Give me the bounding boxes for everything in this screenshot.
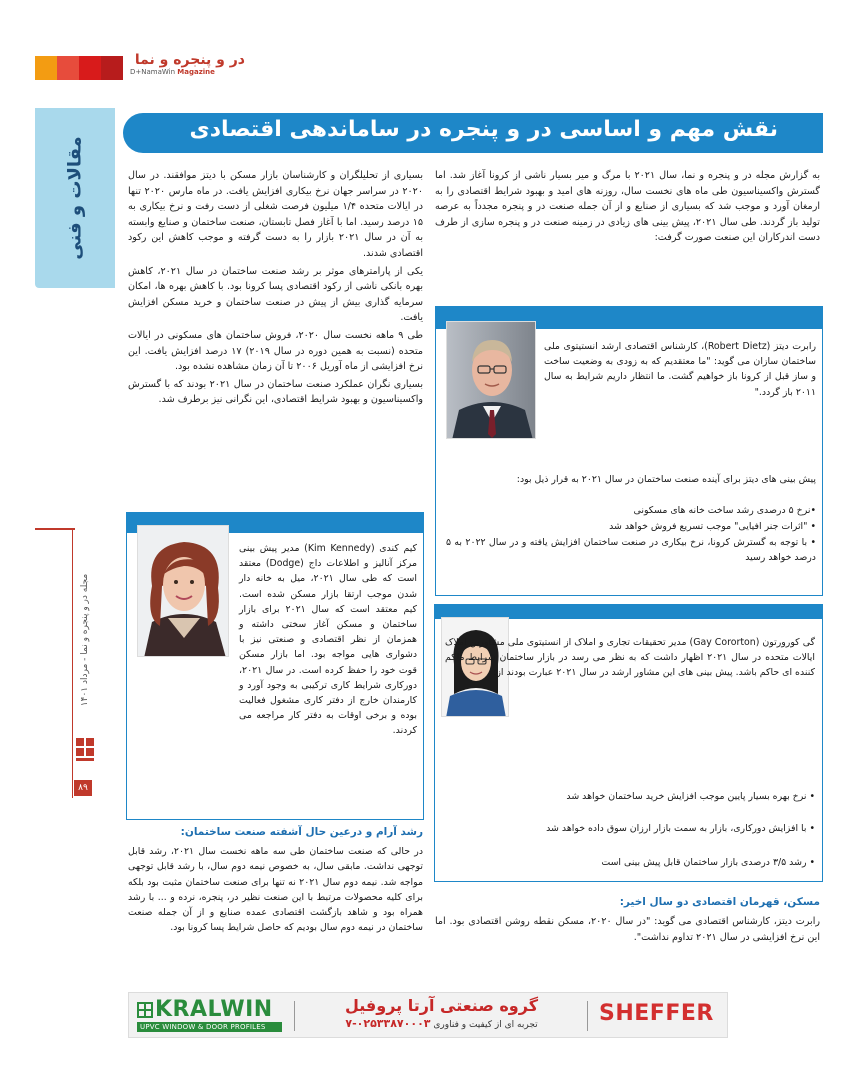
section-label: مقالات و فنی [64,136,86,260]
sheffer-logo: SHEFFER [599,1001,714,1026]
dietz-quote: رابرت دیتز (Robert Dietz)، کارشناس اقتصادی ارشد انستیتوی ملی ساختمان سازان می گوید: "ما معتقدیم که به زودی به وضعیت ساخت و ساز قبل از کرونا باز خواهیم گشت. ما انتظار داریم شرایط به سال ۲۰۱۱ باز گردد." [544,341,816,398]
margin-issue-label: مجله در و پنجره و نما - مرداد ۱۴۰۱ [80,573,90,707]
dietz-bullet: • "اثرات جنر افیایی" موجب تسریع فروش خواهد شد [609,521,816,532]
header-color-strip [35,56,123,80]
footer-advertisement[interactable] [128,992,728,1038]
intro-paragraph: به گزارش مجله در و پنجره و نما، سال ۲۰۲۱ با مرگ و میر بسیار ناشی از کرونا آغاز شد. اما گسترش واکسیناسیون طی ماه های نخست سال، روزنه های امید و بهبود شرایط اقتصادی را به ارمغان آورد و موجب شد که بسیاری از صنایع و از آن جمله صنعت در و پنجره مجدداً به عرصه تولید باز گردند. طی سال ۲۰۲۱، پیش بینی های زیادی در زمینه صنعت در و پنجره سازی از طرف دست اندرکاران این صنعت صورت گرفت: [435,170,820,244]
kennedy-quote-box [126,512,424,820]
arta-phone: ۰۲۵۳۳۸۷۰۰۰۳-۷ [345,1017,431,1030]
arta-profile-ad [304,995,579,1037]
section-heading: مسکن، قهرمان اقتصادی دو سال اخیر: [619,896,820,908]
magazine-logo-fa: در و پنجره و نما [134,52,245,68]
arta-tagline-row [304,1017,579,1030]
arta-tagline: تجربه ای از کیفیت و فناوری [433,1020,538,1030]
article-title: نقش مهم و اساسی در و پنجره در ساماندهی اقتصادی [189,117,778,142]
margin-divider [35,528,75,530]
dietz-forecast-intro: پیش بینی های دیتز برای آینده صنعت ساختمان در سال ۲۰۲۱ به قرار ذیل بود: [516,474,816,485]
cororton-quote-box [434,604,823,882]
kennedy-photo [137,525,229,657]
kralwin-subtitle: UPVC WINDOW & DOOR PROFILES [137,1022,282,1032]
section-body: رابرت دیتز، کارشناس اقتصادی می گوید: "در سال ۲۰۲۰، مسکن نقطه روشن اقتصادی بود. اما این نرخ افزایشی در سال ۲۰۲۱ تداوم نداشت". [435,916,820,943]
paragraph: بسیاری نگران عملکرد صنعت ساختمان در سال ۲۰۲۱ بودند که با گسترش واکسیناسیون و بهبود شرایط اقتصادی، این نگرانی نیز برطرف شد. [128,378,423,406]
page-number: ۸۹ [74,780,92,796]
paragraph: طی ۹ ماهه نخست سال ۲۰۲۰، فروش ساختمان های مسکونی در ایالات متحده (نسبت به همین دوره در سال ۲۰۱۹) ۱۷ درصد افزایش یافت. این نرخ افزایشی از ماه آوریل ۲۰۰۶ تا آن زمان مشاهده نشده بود. [128,329,423,373]
title-banner [123,113,823,153]
margin-vertical-line [72,528,73,798]
arta-group-name: گروه صنعتی آرتا پروفیل [344,996,538,1015]
dietz-quote-box [435,306,823,596]
cororton-bullet: • رشد ۳/۵ درصدی بازار ساختمان قابل پیش بینی است [601,857,815,868]
kralwin-logo [137,998,282,1034]
kralwin-window-icon [137,1002,153,1018]
cororton-text: گی کورورتون (Gay Cororton) مدیر تحقیقات تجاری و املاک از انستیتوی ملی مشاورین املاک ایالات متحده در سال ۲۰۲۱ اظهار داشت که به نظر می رسد در بازار ساختمان شرایط ملکم کننده ای حاکم باشد. پیش بینی های این مشاور ارشد در سال ۲۰۲۱ عبارت بودند از: [445,637,815,679]
section-body: در حالی که صنعت ساختمان طی سه ماهه نخست سال ۲۰۲۱، رشد قابل توجهی نداشت. مابقی سال، به خصوص نیمه دوم سال، با رشد قابل توجهی مواجه شد. نیمه دوم سال ۲۰۲۱ نه تنها برای صنعت ساختمان مثبت بود بلکه برای کلیه محصولات مرتبط با این صنعت نظیر در، پنجره، نرده و ... با رشد همراه بود و شاهد بازگشت اقتصادی عمده صنایع و از آن جمله صنعت ساختمان در نیمه دوم سال بودیم که حاصل شرایط پسا کرونا بود. [128,846,423,934]
section-side-tab [35,108,115,288]
magazine-logo [130,52,245,82]
dietz-bullet: • با توجه به گسترش کرونا، نرخ بیکاری در صنعت ساختمان افزایش یافته و در سال ۲۰۲۲ به ۵ درصد خواهد رسید [446,537,816,564]
dietz-bullet: •نرخ ۵ درصدی رشد ساخت خانه های مسکونی [633,505,816,516]
ad-divider [294,1001,295,1031]
ad-divider [587,1001,588,1031]
dietz-photo [446,321,536,439]
kralwin-brand: KRALWIN [155,997,273,1022]
paragraph: بسیاری از تحلیلگران و کارشناسان بازار مسکن با دیتز موافقند. در سال ۲۰۲۰ در سراسر جهان نرخ بیکاری افزایش یافت. در ماه مارس ۲۰۲۰ تنها در ایالات متحده ۱/۴ میلیون فرصت شغلی از دست رفت و نرخ بیکاری به ۱۵ درصد رسید. اما با آغاز فصل تابستان، صنعت ساختمان و صنایع وابسته به آن در سال ۲۰۲۱ بازار را به دست گرفته و موجب کاهش این رکود اقتصادی شدند. [128,170,424,259]
magazine-logo-en: D+NamaWin Magazine [130,68,215,76]
cororton-bullet: • با افزایش دورکاری، بازار به سمت بازار ارزان سوق داده خواهد شد [546,823,815,834]
cororton-bullet: • نرخ بهره بسیار پایین موجب افزایش خرید ساختمان خواهد شد [566,791,815,802]
left-column [128,168,423,408]
section-heading: رشد آرام و درعین حال آشفته صنعت ساختمان: [180,826,423,838]
paragraph: یکی از پارامترهای موثر بر رشد صنعت ساختمان در سال ۲۰۲۱، کاهش بهره بانکی ناشی از رکود اقتصادی پسا کرونا بود. با کاهش بهره ها، امکان سرمایه گذاری بیش از پیش در صنعت ساختمان و خرید مسکن افزایش یافت. [128,265,423,324]
window-icon [76,738,96,764]
kennedy-text: کیم کندی (Kim Kennedy) مدیر پیش بینی مرکز آنالیز و اطلاعات داج (Dodge) معتقد است که طی سال ۲۰۲۱، میل به خانه دار شدن موجب ارتقا بازار مسکن شده است. کیم معتقد است که سال ۲۰۲۱ برای بازار ساختمان و مسکن آغاز سختی داشته و همزمان از نظر اقتصادی و صنعتی نیز با دشواری هایی مواجه بود. اما بازار مسکن قوت خود را حفظ کرده است. در سال ۲۰۲۱، دورکاری شرایط کاری ترکیبی به وجود آورد و کارمندان خارج از دفتر کاری مشغول فعالیت بوده و برخی اوقات به دفتر کار مراجعه می کردند. [239,543,417,737]
